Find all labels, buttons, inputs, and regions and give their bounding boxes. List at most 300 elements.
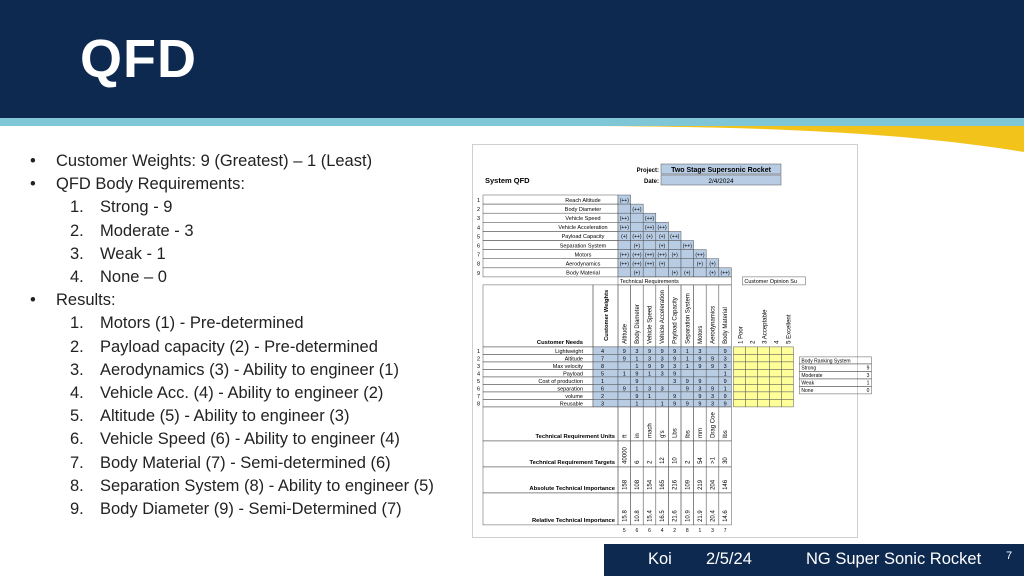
roof-cell: [694, 268, 707, 277]
opinion-cell: [757, 347, 769, 355]
relationship-value: 9: [673, 356, 677, 363]
roof-cell-value: (++): [682, 243, 692, 250]
need-weight: 1: [601, 378, 605, 385]
relationship-cell: [706, 377, 719, 385]
tech-column-label: Vehicle Speed: [647, 305, 654, 344]
relationship-value: 1: [660, 401, 664, 408]
ranking-value: 3: [866, 372, 870, 379]
need-row-number: 4: [477, 371, 481, 378]
opinion-cell: [757, 354, 769, 362]
need-weight-cell: [593, 347, 618, 355]
roof-row-label: Body Diameter: [564, 206, 602, 213]
absolute-importance-value: 165: [660, 479, 667, 490]
bullet-text: Motors (1) - Pre-determined: [100, 314, 304, 333]
opinion-cell: [733, 362, 745, 370]
targets-value: 6: [634, 460, 641, 464]
need-weight: 7: [601, 356, 605, 363]
roof-cell-value: (++): [657, 225, 667, 232]
date-label: Date:: [643, 179, 659, 185]
opinion-cell: [745, 347, 757, 355]
opinion-cell: [745, 392, 757, 400]
relationship-value: 1: [647, 371, 652, 378]
roof-cell-value: (+): [684, 270, 691, 277]
need-weight: 4: [601, 348, 605, 355]
targets-value: 10: [672, 457, 679, 464]
opinion-cell: [745, 384, 757, 392]
roof-cell: [681, 259, 694, 268]
opinion-cell: [781, 347, 793, 355]
relationship-value: 9: [647, 363, 652, 370]
relationship-value: 9: [635, 378, 639, 385]
roof-cell-value: (++): [632, 234, 642, 241]
relationship-value: 1: [685, 348, 689, 355]
need-row-number: 3: [477, 363, 481, 370]
relationship-value: 3: [710, 401, 715, 408]
opinion-cell: [745, 369, 757, 377]
relationship-value: 9: [622, 356, 626, 363]
relationship-value: 9: [698, 363, 702, 370]
bullet-item: [30, 498, 470, 521]
roof-row-label: Separation System: [559, 243, 607, 250]
ranking-label: Strong: [801, 365, 817, 372]
relationship-value: 3: [647, 356, 652, 363]
relationship-value: 3: [660, 356, 664, 363]
relative-importance-value: 20.4: [710, 510, 717, 522]
relative-importance-label: Relative Technical Importance: [531, 517, 615, 524]
opinion-cell: [781, 369, 793, 377]
opinion-cell: [733, 392, 745, 400]
opinion-cell: [769, 399, 781, 407]
bullet-item: [30, 289, 470, 312]
bullet-item: [30, 405, 470, 428]
relative-importance-value: 10.8: [634, 510, 641, 522]
opinion-cell: [745, 399, 757, 407]
tech-column-label: Aerodynamics: [710, 305, 717, 344]
relationship-value: 9: [698, 393, 702, 400]
need-weight: 8: [601, 363, 605, 370]
opinion-column-label: 3 Acceptable: [762, 309, 769, 344]
bullet-text: Moderate - 3: [100, 221, 194, 240]
rank-value: 7: [723, 527, 727, 534]
absolute-importance-value: 109: [685, 479, 692, 490]
roof-cell-value: (++): [619, 252, 629, 259]
roof-cell-value: (++): [619, 197, 629, 204]
roof-cell: [643, 241, 656, 250]
roof-cell-value: (++): [632, 261, 642, 268]
rank-value: 6: [635, 527, 639, 534]
units-value: Drag Coe: [710, 412, 717, 438]
bullet-number: 5.: [70, 407, 84, 426]
opinion-cell: [757, 392, 769, 400]
absolute-importance-value: 219: [697, 479, 704, 490]
roof-cell: [681, 250, 694, 259]
roof-cell-value: (+): [658, 261, 666, 268]
slide-title: QFD: [80, 29, 197, 89]
opinion-cell: [769, 369, 781, 377]
rank-value: 8: [685, 527, 689, 534]
ranking-value: 1: [866, 380, 870, 387]
bullet-text: Results:: [56, 291, 116, 310]
units-value: in: [634, 433, 641, 438]
relationship-value: 9: [723, 348, 727, 355]
roof-cell-value: (+): [671, 252, 678, 259]
bullet-item: [30, 173, 470, 196]
roof-row-number: 4: [477, 225, 481, 232]
bullet-number: 4.: [70, 268, 84, 287]
relationship-value: 9: [685, 378, 689, 385]
relationship-value: 3: [673, 363, 677, 370]
opinion-column-label: 5 Excellent: [786, 314, 793, 344]
relationship-cell: [656, 377, 669, 385]
need-weight: 3: [601, 401, 605, 408]
tech-column-label: Body Diameter: [634, 304, 641, 344]
tech-column-label: Separation System: [685, 293, 692, 344]
need-label: Reusable: [559, 401, 583, 408]
relationship-value: 9: [635, 393, 639, 400]
tech-column-label: Body Material: [723, 307, 730, 344]
units-label: Technical Requirement Units: [535, 433, 615, 440]
relationship-value: 9: [660, 363, 664, 370]
need-weight: 2: [601, 393, 605, 400]
opinion-cell: [781, 362, 793, 370]
rank-value: 6: [648, 527, 651, 534]
roof-cell: [656, 268, 669, 277]
need-label: Lightweight: [555, 348, 583, 355]
roof-cell: [618, 241, 631, 250]
roof-row-label: Aerodynamics: [565, 261, 601, 268]
bullet-item: [30, 312, 470, 335]
opinion-column-label: 1 Poor: [738, 326, 745, 344]
relationship-value: 3: [710, 393, 715, 400]
relationship-cell: [643, 377, 656, 385]
bullet-item: [30, 196, 470, 219]
relationship-value: 9: [685, 386, 689, 393]
opinion-cell: [757, 369, 769, 377]
bullet-number: 6.: [70, 430, 84, 449]
relationship-cell: [618, 399, 631, 407]
relationship-value: 9: [698, 401, 702, 408]
bullet-number: 9.: [70, 500, 84, 519]
roof-cell-value: (++): [657, 252, 667, 259]
roof-row-number: 6: [477, 243, 481, 250]
opinion-cell: [757, 377, 769, 385]
relationship-value: 9: [698, 378, 702, 385]
roof-cell-value: (++): [644, 261, 655, 268]
opinion-cell: [745, 377, 757, 385]
opinion-cell: [781, 377, 793, 385]
roof-cell-value: (+): [621, 234, 628, 241]
rank-value: 3: [711, 527, 714, 534]
opinion-cell: [745, 354, 757, 362]
units-value: lbs: [723, 430, 730, 438]
need-row-number: 2: [477, 356, 481, 363]
tech-req-header: Technical Requirements: [620, 278, 679, 285]
bullet-item: [30, 266, 470, 289]
relationship-value: 1: [635, 356, 639, 363]
bullet-number: 4.: [70, 384, 84, 403]
bullet-text: None – 0: [100, 268, 167, 287]
ranking-title: Body Ranking System: [801, 358, 851, 365]
bullet-text: Vehicle Acc. (4) - Ability to engineer (2): [100, 384, 384, 403]
roof-cell-value: (++): [644, 252, 655, 259]
need-label: volume: [565, 393, 583, 400]
need-label: Max velocity: [552, 363, 583, 370]
roof-cell: [631, 213, 644, 222]
roof-cell: [631, 222, 644, 231]
relationship-value: 1: [635, 363, 639, 370]
need-weight-cell: [593, 354, 618, 362]
relationship-value: 3: [673, 378, 677, 385]
relationship-value: 9: [723, 378, 727, 385]
opinion-cell: [781, 384, 793, 392]
opinion-cell: [733, 369, 745, 377]
units-value: mach: [647, 423, 654, 438]
roof-row-label: Vehicle Acceleration: [558, 225, 608, 232]
roof-cell-value: (++): [619, 261, 629, 268]
rank-value: 4: [660, 527, 664, 534]
customer-weights-label: Customer Weights: [604, 289, 610, 341]
opinion-cell: [733, 384, 745, 392]
relationship-value: 9: [685, 401, 689, 408]
roof-cell-value: (++): [670, 234, 680, 241]
roof-row-label: Motors: [574, 252, 592, 259]
roof-row-number: 3: [477, 216, 481, 223]
roof-cell: [643, 268, 656, 277]
relationship-value: 1: [635, 386, 639, 393]
relationship-value: 9: [673, 348, 677, 355]
roof-row-number: 7: [477, 252, 481, 259]
units-value: mm: [697, 427, 704, 438]
roof-cell-value: (++): [632, 206, 642, 213]
relationship-value: 9: [673, 371, 677, 378]
need-row-number: 5: [477, 378, 481, 385]
opinion-cell: [733, 399, 745, 407]
ranking-label: None: [801, 387, 814, 394]
opinion-cell: [769, 362, 781, 370]
bullet-text: Payload capacity (2) - Pre-determined: [100, 337, 378, 356]
roof-row-number: 5: [477, 234, 481, 241]
tech-column-label: Altitude: [622, 323, 629, 344]
targets-value: 54: [697, 457, 704, 464]
bullet-number: 3.: [70, 360, 84, 379]
bullet-text: Strong - 9: [100, 198, 173, 217]
bullet-item: [30, 150, 470, 173]
roof-cell-value: (+): [671, 270, 678, 277]
qfd-table: [472, 144, 870, 538]
roof-cell: [618, 204, 631, 213]
ranking-label: Moderate: [801, 372, 823, 379]
opinion-cell: [757, 362, 769, 370]
bullet-item: [30, 359, 470, 382]
footer-project: NG Super Sonic Rocket: [806, 550, 982, 568]
bullet-item: [30, 452, 470, 475]
absolute-importance-value: 146: [723, 479, 730, 490]
targets-value: 40000: [622, 447, 629, 464]
roof-cell-value: (+): [709, 270, 716, 277]
rank-value: 5: [622, 527, 626, 534]
relationship-value: 3: [635, 348, 639, 355]
opinion-column-label: 4: [774, 340, 781, 344]
roof-cell-value: (++): [644, 225, 655, 232]
customer-needs-label: Customer Needs: [536, 339, 583, 346]
roof-row-label: Body Material: [566, 270, 600, 277]
opinion-cell: [745, 362, 757, 370]
need-label: separation: [557, 386, 583, 393]
roof-row-label-cell: [483, 250, 618, 259]
bullet-item: [30, 336, 470, 359]
targets-value: 2: [647, 460, 654, 464]
qfd-matrix: [473, 145, 870, 537]
opinion-cell: [769, 392, 781, 400]
units-value: lbs: [685, 430, 692, 438]
opinion-cell: [769, 347, 781, 355]
relationship-value: 9: [647, 348, 652, 355]
roof-row-number: 1: [477, 198, 481, 204]
relationship-value: 9: [723, 393, 727, 400]
need-weight-cell: [593, 369, 618, 377]
relative-importance-value: 14.6: [723, 510, 730, 522]
opinion-cell: [733, 377, 745, 385]
opinion-cell: [781, 354, 793, 362]
need-row-number: 1: [477, 348, 481, 355]
relationship-value: 1: [685, 356, 689, 363]
bullet-text: Weak - 1: [100, 244, 166, 263]
relationship-value: 9: [622, 348, 626, 355]
opinion-cell: [757, 399, 769, 407]
bullet-number: 2.: [70, 221, 84, 240]
relationship-value: 1: [647, 393, 652, 400]
opinion-cell: [733, 347, 745, 355]
need-weight-cell: [593, 392, 618, 400]
relationship-value: 3: [698, 348, 702, 355]
absolute-importance-value: 158: [622, 479, 629, 490]
bullet-item: [30, 220, 470, 243]
absolute-importance-label: Absolute Technical Importance: [529, 485, 615, 492]
roof-cell-value: (++): [720, 270, 730, 277]
roof-row-label: Reach Altitude: [565, 197, 601, 204]
relative-importance-value: 15.4: [647, 510, 654, 522]
bullet-text: Separation System (8) - Ability to engineer (5): [100, 476, 434, 495]
need-weight-cell: [593, 399, 618, 407]
bullet-text: Body Diameter (9) - Semi-Determined (7): [100, 500, 402, 519]
need-row-number: 7: [477, 393, 481, 400]
absolute-importance-value: 108: [634, 479, 641, 490]
bullet-number: 7.: [70, 453, 84, 472]
footer-date: 2/5/24: [706, 550, 752, 568]
ranking-label: Weak: [801, 380, 815, 387]
roof-cell-value: (+): [633, 243, 641, 250]
bullet-item: [30, 243, 470, 266]
relationship-value: 9: [673, 401, 677, 408]
relationship-value: 9: [635, 371, 639, 378]
ranking-value: 9: [866, 365, 870, 372]
roof-cell: [668, 241, 681, 250]
roof-row-number: 2: [477, 207, 481, 214]
opinion-cell: [781, 392, 793, 400]
relationship-cell: [656, 392, 669, 400]
tech-column-label: Motors: [697, 325, 704, 344]
bullet-text: Vehicle Speed (6) - Ability to engineer (4): [100, 430, 400, 449]
opinion-cell: [769, 377, 781, 385]
relationship-value: 1: [723, 371, 727, 378]
date-value: 2/4/2024: [708, 178, 734, 185]
relationship-value: 1: [723, 386, 727, 393]
relationship-value: 1: [622, 371, 626, 378]
relative-importance-value: 16.5: [660, 510, 667, 522]
relationship-value: 3: [647, 386, 652, 393]
relationship-cell: [618, 362, 631, 370]
roof-cell-value: (+): [696, 261, 704, 268]
bullet-number: 2.: [70, 337, 84, 356]
relationship-value: 1: [635, 401, 639, 408]
roof-cell-value: (+): [646, 234, 653, 241]
opinion-header: Customer Opinion Su: [744, 278, 797, 285]
bullet-number: 3.: [70, 244, 84, 263]
targets-value: >1: [710, 457, 717, 464]
need-row-number: 6: [477, 386, 481, 393]
absolute-importance-value: 216: [672, 479, 679, 490]
bullet-item: [30, 475, 470, 498]
ranking-value: 0: [866, 387, 870, 394]
roof-cell-value: (++): [632, 252, 642, 259]
roof-cell-value: (+): [633, 270, 641, 277]
relationship-cell: [681, 369, 694, 377]
needs-header-cell: [483, 285, 593, 347]
relationship-value: 3: [660, 386, 664, 393]
need-row-number: 8: [477, 401, 481, 408]
project-label: Project:: [636, 168, 659, 174]
roof-cell-value: (++): [619, 216, 629, 222]
need-label: Altitude: [564, 356, 583, 363]
relative-importance-value: 15.8: [622, 510, 629, 522]
roof-row-label: Payload Capacity: [561, 234, 605, 241]
relationship-value: 9: [723, 401, 727, 408]
relationship-cell: [694, 369, 707, 377]
footer-page-number: 7: [1006, 550, 1013, 562]
opinion-cell: [769, 384, 781, 392]
opinion-cell: [781, 399, 793, 407]
relative-importance-value: 21.9: [697, 510, 704, 522]
relationship-value: 3: [723, 356, 727, 363]
roof-cell-value: (++): [619, 225, 629, 232]
need-label: Payload: [563, 371, 583, 378]
roof-cell-value: (+): [658, 243, 666, 250]
bullet-text: Aerodynamics (3) - Ability to engineer (1): [100, 360, 399, 379]
relationship-cell: [618, 377, 631, 385]
absolute-importance-value: 204: [710, 479, 717, 490]
roof-cell-value: (++): [644, 216, 655, 222]
relative-importance-value: 21.6: [672, 510, 679, 522]
targets-label: Technical Requirement Targets: [529, 459, 615, 466]
roof-row-number: 8: [477, 261, 481, 268]
roof-row-label: Vehicle Speed: [565, 216, 601, 222]
roof-cell-value: (+): [709, 261, 716, 268]
need-weight-cell: [593, 362, 618, 370]
slide-footer: [604, 544, 1024, 576]
roof-cell: [618, 268, 631, 277]
bullet-text: Altitude (5) - Ability to engineer (3): [100, 407, 350, 426]
roof-cell: [668, 259, 681, 268]
bullet-item: [30, 382, 470, 405]
roof-cell-value: (+): [658, 234, 666, 241]
opinion-column-label: 2: [750, 340, 757, 344]
rank-value: 2: [673, 527, 677, 534]
relationship-value: 9: [710, 363, 715, 370]
bullet-text: QFD Body Requirements:: [56, 175, 245, 194]
bullet-number: 1.: [70, 314, 84, 333]
need-weight-cell: [593, 384, 618, 392]
bullet-number: 1.: [70, 198, 84, 217]
